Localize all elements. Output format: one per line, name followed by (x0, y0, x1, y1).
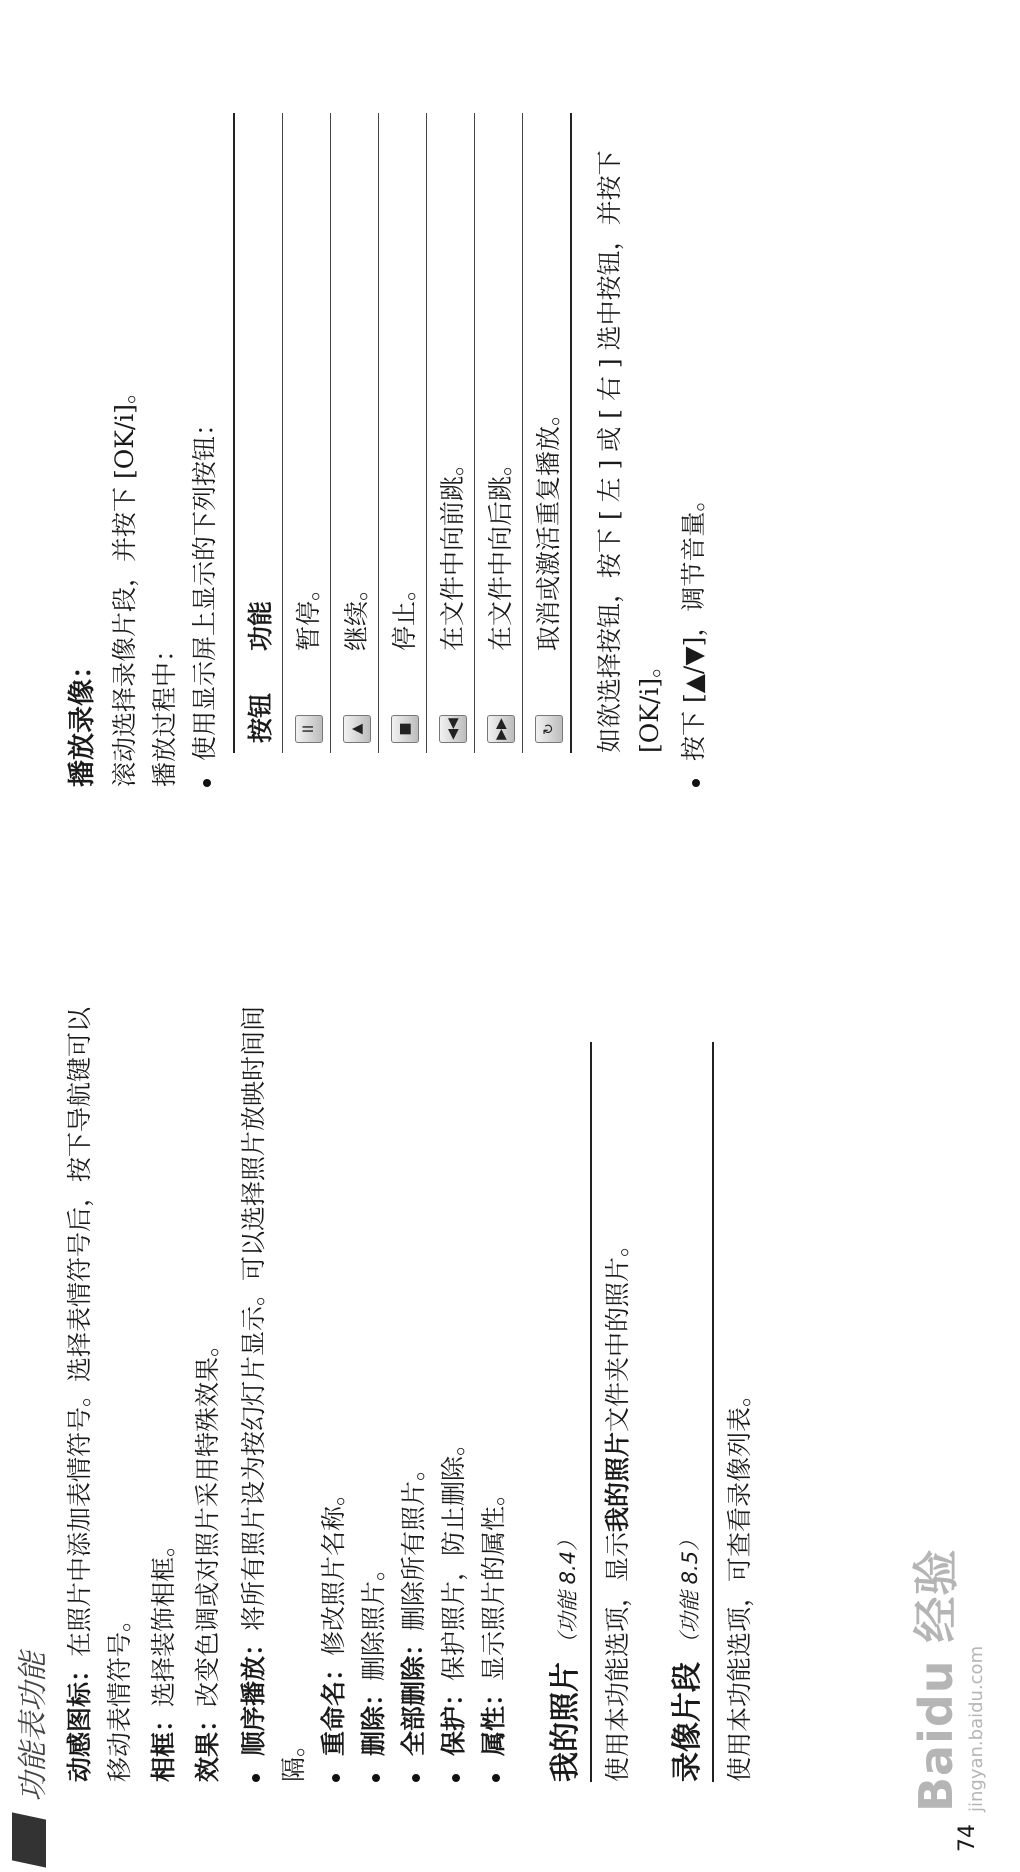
watermark-logo: Baidu 经验 (909, 1548, 963, 1812)
header-title: 功能表功能 (16, 1652, 51, 1802)
my-photos-text: 使用本功能选项，显示我的照片文件夹中的照片。 (603, 1231, 632, 1782)
intro-item-0: 动感图标：在照片中添加表情符号。选择表情符号后，按下导航键可以移动表情符号。 (65, 1006, 134, 1782)
bullet-item-properties: 属性：显示照片的属性。 (474, 992, 514, 1782)
my-photos-section (540, 992, 638, 1782)
bullet-use-buttons: 使用显示屏上显示的下列按钮： (185, 67, 225, 787)
bullet-dot (692, 779, 700, 787)
baidu-watermark (900, 1548, 987, 1812)
forward-button-icon: ▶▶ (487, 715, 515, 743)
table-row: ■ 停止。 (379, 113, 427, 753)
table-row: ▲ 继续。 (331, 113, 379, 753)
videos-heading: 录像片段（功能 8.5） (670, 1529, 705, 1782)
bullet-item-rename: 重命名：修改照片名称。 (314, 992, 354, 1782)
stop-button-icon: ■ (391, 715, 419, 743)
bullet-item-delete: 删除：删除照片。 (354, 992, 394, 1782)
repeat-button-icon: ↻ (535, 715, 563, 743)
button-table (233, 113, 572, 753)
header-tab-marker (12, 1812, 46, 1867)
table-row: II 暂停。 (283, 113, 331, 753)
section-rule (712, 1042, 714, 1782)
play-button-icon: ▲ (343, 715, 371, 743)
bullet-dot (372, 1774, 380, 1782)
videos-section (662, 992, 760, 1782)
section-rule (590, 1042, 592, 1782)
my-photos-heading: 我的照片（功能 8.4） (548, 1529, 583, 1782)
bullet-dot (412, 1774, 420, 1782)
rewind-button-icon: ◀◀ (439, 715, 467, 743)
intro-item-1: 相框：选择装饰相框。 (149, 1531, 178, 1782)
select-button-instruction: 如欲选择按钮，按下 [ 左 ] 或 [ 右 ] 选中按钮，并按下 [OK/i]。 (595, 150, 664, 753)
bullet-item-delete-all: 全部删除：删除所有照片。 (394, 992, 434, 1782)
videos-text: 使用本功能选项，可查看录像列表。 (725, 1381, 754, 1782)
intro-item-2: 效果：改变色调或对照片采用特殊效果。 (193, 1331, 222, 1782)
table-row: ↻ 取消或激活重复播放。 (523, 113, 572, 753)
bullet-dot (252, 1774, 260, 1782)
play-video-line2: 播放过程中： (150, 636, 179, 787)
bullet-dot (492, 1774, 500, 1782)
bullet-item-protect: 保护：保护照片，防止删除。 (434, 992, 474, 1782)
play-video-line1: 滚动选择录像片段，并按下 [OK/i]。 (110, 378, 139, 787)
bullet-item-slideshow: 顺序播放：将所有照片设为按幻灯片显示。可以选择照片放映时间间隔。 (239, 1005, 308, 1782)
play-video-title: 播放录像： (67, 652, 98, 787)
bullet-dot (203, 779, 211, 787)
left-column (60, 992, 760, 1782)
bullet-dot (332, 1774, 340, 1782)
bullet-volume: 按下 [▲/▼]，调节音量。 (674, 67, 714, 787)
watermark-url: jingyan.baidu.com (966, 1645, 987, 1812)
pause-button-icon: II (295, 715, 323, 743)
table-header: 按钮 功能 (233, 113, 283, 753)
right-column (60, 67, 714, 787)
table-row: ▶▶ 在文件中向后跳。 (475, 113, 523, 753)
table-row: ◀◀ 在文件中向前跳。 (427, 113, 475, 753)
bullet-dot (452, 1774, 460, 1782)
page-number: 74 (955, 1824, 980, 1852)
